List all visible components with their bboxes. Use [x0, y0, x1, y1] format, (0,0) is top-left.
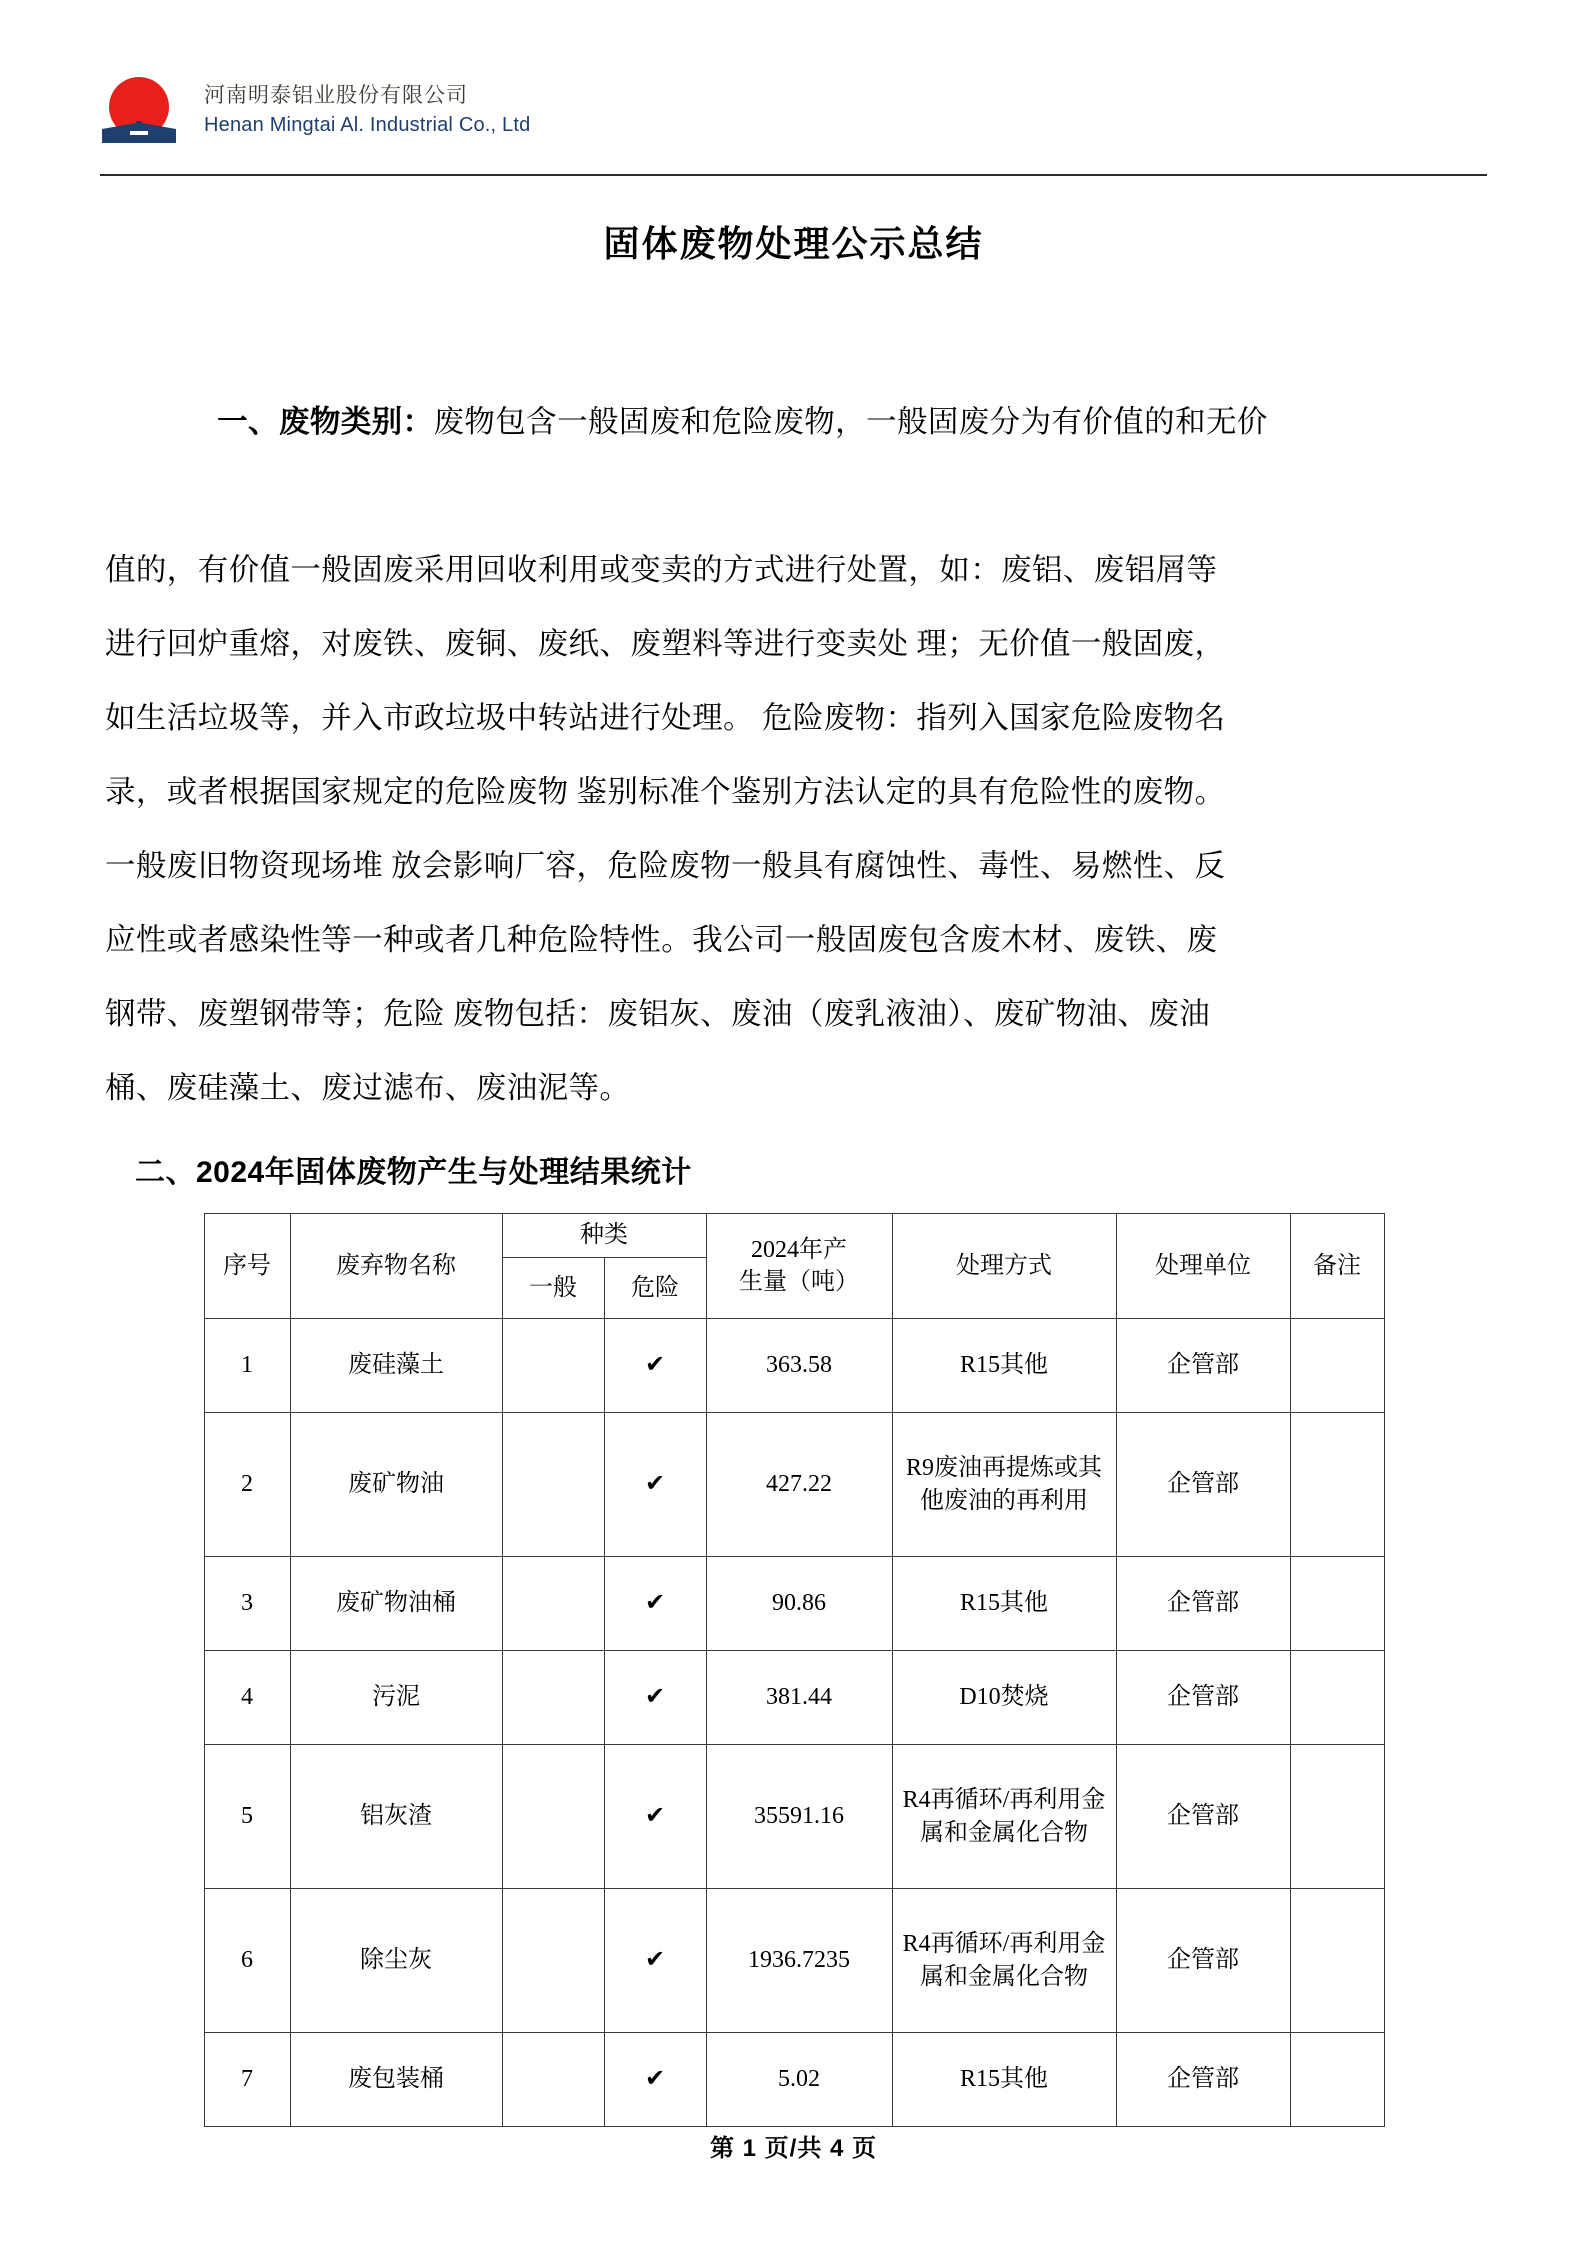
mingtai-sun-book-logo-icon — [100, 71, 178, 149]
cell-hazardous: ✔ — [604, 1557, 706, 1651]
paragraph-line: 进行回炉重熔，对废铁、废铜、废纸、废塑料等进行变卖处 理；无价值一般固废， — [105, 627, 1226, 661]
cell-amount: 363.58 — [706, 1319, 892, 1413]
cell-remark — [1290, 2033, 1384, 2127]
cell-unit: 企管部 — [1116, 1889, 1290, 2033]
cell-method: R15其他 — [892, 1557, 1116, 1651]
th-method: 处理方式 — [892, 1214, 1116, 1319]
paragraph-line: 钢带、废塑钢带等；危险 废物包括：废铝灰、废油（废乳液油）、废矿物油、废油 — [105, 997, 1211, 1031]
paragraph-line: 应性或者感染性等一种或者几种危险特性。我公司一般固废包含废木材、废铁、废 — [105, 923, 1218, 957]
cell-unit: 企管部 — [1116, 1413, 1290, 1557]
cell-name: 污泥 — [290, 1651, 502, 1745]
cell-remark — [1290, 1557, 1384, 1651]
cell-hazardous: ✔ — [604, 1889, 706, 2033]
cell-hazardous: ✔ — [604, 2033, 706, 2127]
table-row — [204, 1413, 1384, 1557]
company-name-block — [204, 83, 530, 137]
cell-name: 铝灰渣 — [290, 1745, 502, 1889]
cell-method: R4再循环/再利用金属和金属化合物 — [892, 1745, 1116, 1889]
cell-general — [502, 2033, 604, 2127]
cell-unit: 企管部 — [1116, 1557, 1290, 1651]
letterhead — [100, 0, 1487, 176]
cell-name: 废硅藻土 — [290, 1319, 502, 1413]
th-no: 序号 — [204, 1214, 290, 1319]
section-2-heading: 二、2024年固体废物产生与处理结果统计 — [135, 1156, 692, 1189]
th-category-hazardous: 危险 — [604, 1258, 706, 1319]
cell-unit: 企管部 — [1116, 1651, 1290, 1745]
cell-method: R15其他 — [892, 1319, 1116, 1413]
cell-method: D10焚烧 — [892, 1651, 1116, 1745]
paragraph-line: 桶、废硅藻土、废过滤布、废油泥等。 — [105, 1071, 631, 1105]
cell-name: 废矿物油桶 — [290, 1557, 502, 1651]
cell-general — [502, 1889, 604, 2033]
cell-unit: 企管部 — [1116, 2033, 1290, 2127]
cell-remark — [1290, 1319, 1384, 1413]
cell-no: 4 — [204, 1651, 290, 1745]
table-row — [204, 1745, 1384, 1889]
cell-remark — [1290, 1413, 1384, 1557]
table-row — [204, 1557, 1384, 1651]
th-unit: 处理单位 — [1116, 1214, 1290, 1319]
cell-no: 3 — [204, 1557, 290, 1651]
table-body — [204, 1319, 1384, 2127]
cell-no: 6 — [204, 1889, 290, 2033]
th-name: 废弃物名称 — [290, 1214, 502, 1319]
waste-table-container — [204, 1213, 1384, 2127]
table-header-row — [204, 1214, 1384, 1258]
cell-general — [502, 1745, 604, 1889]
th-category-general: 一般 — [502, 1258, 604, 1319]
cell-amount: 381.44 — [706, 1651, 892, 1745]
cell-hazardous: ✔ — [604, 1745, 706, 1889]
section-1-lead: 一、废物类别： — [217, 405, 434, 439]
paragraph-line: 录，或者根据国家规定的危险废物 鉴别标准个鉴别方法认定的具有危险性的废物。 — [105, 775, 1226, 809]
table-row — [204, 1651, 1384, 1745]
cell-amount: 35591.16 — [706, 1745, 892, 1889]
table-head — [204, 1214, 1384, 1319]
waste-statistics-table — [204, 1213, 1385, 2127]
table-row — [204, 2033, 1384, 2127]
cell-amount: 1936.7235 — [706, 1889, 892, 2033]
cell-remark — [1290, 1889, 1384, 2033]
paragraph-line — [105, 311, 1482, 533]
paragraph-line: 如生活垃圾等，并入市政垃圾中转站进行处理。 危险废物：指列入国家危险废物名 — [105, 701, 1226, 735]
section-1-body — [105, 311, 1482, 1125]
th-remark: 备注 — [1290, 1214, 1384, 1319]
cell-remark — [1290, 1745, 1384, 1889]
page-footer: 第 1 页/共 4 页 — [709, 2135, 878, 2162]
cell-name: 废矿物油 — [290, 1413, 502, 1557]
cell-hazardous: ✔ — [604, 1319, 706, 1413]
cell-no: 2 — [204, 1413, 290, 1557]
cell-method: R15其他 — [892, 2033, 1116, 2127]
th-amount-line2: 生量（吨） — [739, 1269, 859, 1295]
cell-no: 5 — [204, 1745, 290, 1889]
cell-no: 7 — [204, 2033, 290, 2127]
cell-amount: 5.02 — [706, 2033, 892, 2127]
paragraph-line: 值的，有价值一般固废采用回收利用或变卖的方式进行处置，如：废铝、废铝屑等 — [105, 553, 1218, 587]
cell-remark — [1290, 1651, 1384, 1745]
company-name-en: Henan Mingtai Al. Industrial Co., Ltd — [204, 114, 531, 137]
cell-amount: 427.22 — [706, 1413, 892, 1557]
cell-amount: 90.86 — [706, 1557, 892, 1651]
cell-unit: 企管部 — [1116, 1319, 1290, 1413]
cell-hazardous: ✔ — [604, 1651, 706, 1745]
cell-unit: 企管部 — [1116, 1745, 1290, 1889]
cell-general — [502, 1319, 604, 1413]
cell-method: R4再循环/再利用金属和金属化合物 — [892, 1889, 1116, 2033]
th-amount-line1: 2024年产 — [751, 1236, 847, 1263]
cell-name: 废包装桶 — [290, 2033, 502, 2127]
th-amount — [706, 1214, 892, 1319]
page-title: 固体废物处理公示总结 — [603, 223, 984, 264]
paragraph-text: 废物包含一般固废和危险废物，一般固废分为有价值的和无价 — [433, 405, 1268, 439]
cell-hazardous: ✔ — [604, 1413, 706, 1557]
cell-name: 除尘灰 — [290, 1889, 502, 2033]
table-row — [204, 1319, 1384, 1413]
table-row — [204, 1889, 1384, 2033]
cell-general — [502, 1557, 604, 1651]
cell-general — [502, 1413, 604, 1557]
th-category: 种类 — [502, 1214, 706, 1258]
logo-book-shape — [100, 115, 178, 145]
cell-method: R9废油再提炼或其他废油的再利用 — [892, 1413, 1116, 1557]
cell-general — [502, 1651, 604, 1745]
paragraph-line: 一般废旧物资现场堆 放会影响厂容，危险废物一般具有腐蚀性、毒性、易燃性、反 — [105, 849, 1226, 883]
company-name-cn: 河南明泰铝业股份有限公司 — [204, 83, 468, 107]
cell-no: 1 — [204, 1319, 290, 1413]
